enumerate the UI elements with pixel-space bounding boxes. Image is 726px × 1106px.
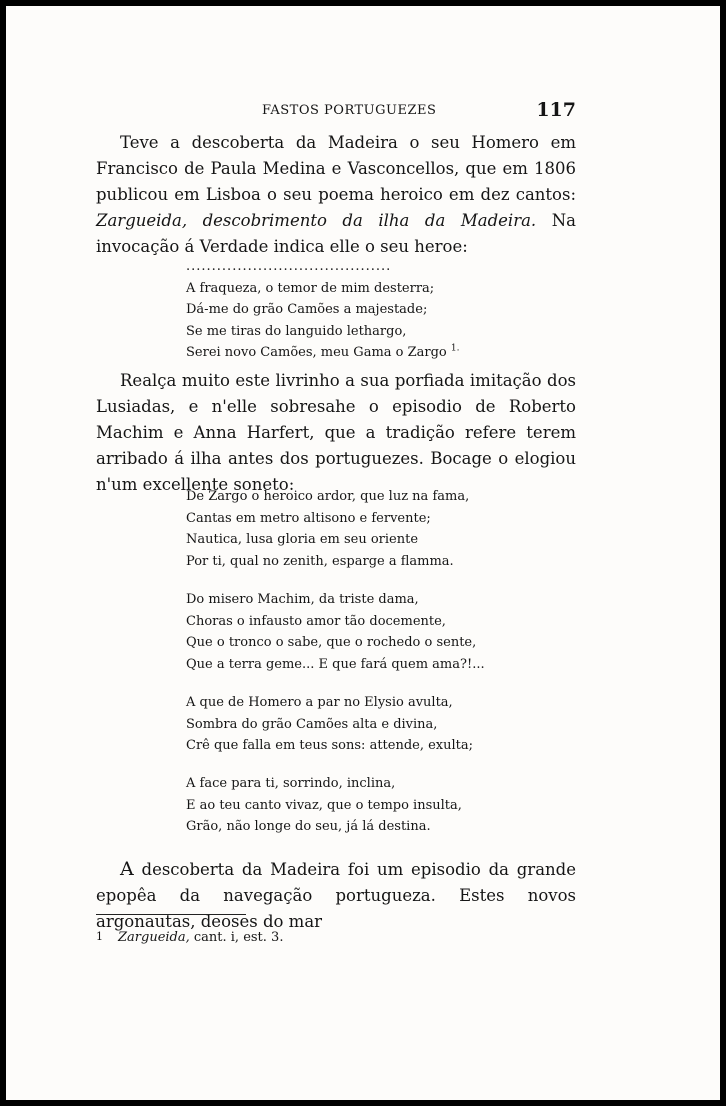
verse-line: Serei novo Camões, meu Gama o Zargo [186, 345, 447, 360]
footnote-marker: 1. [450, 343, 460, 354]
footnote-divider [96, 914, 246, 915]
verse-line: Grão, não longe do seu, já lá destina. [186, 819, 431, 834]
paragraph-text: Realça muito este livrinho a sua porfiada imitação dos Lusiadas, e n'elle sobresahe o episodio de Roberto Machim e Anna Harfert, que a tradição refere terem arribado á ilha antes dos portuguezes. Bocage o elogiou n'um excellente soneto: [96, 371, 576, 494]
footnote-title: Zargueida, [118, 930, 190, 945]
verse-line-last [186, 342, 460, 364]
sonnet-tercet-1 [186, 692, 473, 757]
footnote-number: 1 [96, 930, 103, 943]
verse-line: Por ti, qual no zenith, esparge a flamma. [186, 553, 454, 569]
poem-title: Zargueida, descobrimento da ilha da Madeira. [96, 211, 537, 230]
running-title: FASTOS PORTUGUEZES [262, 103, 437, 118]
verse-line: A que de Homero a par no Elysio avulta, [186, 695, 453, 710]
invocation-quote [186, 256, 460, 364]
paragraph-epopee [96, 856, 576, 935]
verse-line: Que o tronco o sabe, que o rochedo o sente, [186, 635, 477, 650]
verse-line: A fraqueza, o temor de mim desterra; [186, 280, 435, 296]
verse-line: Se me tiras do languido lethargo, [186, 323, 407, 339]
book-page [6, 6, 720, 1100]
paragraph-zargueida [96, 130, 576, 260]
sonnet-tercet-2 [186, 773, 462, 838]
paragraph-text: Na invocação á Verdade indica elle o seu heroe: [96, 211, 576, 256]
footnote [96, 930, 283, 945]
footnote-text: cant. i, est. 3. [189, 930, 284, 945]
page-header [96, 99, 576, 123]
page-number: 117 [536, 99, 576, 121]
verse-line: Crê que falla em teus sons: attende, exulta; [186, 738, 474, 753]
sonnet-quatrain-2 [186, 589, 485, 675]
drop-letter: A [120, 858, 134, 880]
paragraph-text: descoberta da Madeira foi um episodio da grande epopêa da navegação portugueza. Estes novos argonautas, deoses do mar [96, 860, 576, 931]
verse-line: E ao teu canto vivaz, que o tempo insulta, [186, 797, 462, 813]
paragraph-text: Teve a descoberta da Madeira o seu Homero em Francisco de Paula Medina e Vasconcellos, que em 1806 publicou em Lisboa o seu poema heroico em dez cantos: [96, 133, 576, 204]
sonnet-quatrain-1 [186, 486, 469, 572]
verse-line: Cantas em metro altisono e fervente; [186, 510, 431, 526]
verse-line: Choras o infausto amor tão docemente, [186, 613, 446, 629]
verse-line: Sombra do grão Camões alta e divina, [186, 716, 438, 732]
verse-line: Dá-me do grão Camões a majestade; [186, 302, 428, 317]
verse-line: Que a terra geme... E que fará quem ama?!... [186, 656, 485, 672]
verse-line: De Zargo o heroico ardor, que luz na fama, [186, 489, 470, 504]
verse-line: Do misero Machim, da triste dama, [186, 592, 419, 607]
verse-line: A face para ti, sorrindo, inclina, [186, 776, 396, 791]
verse-line: Nautica, lusa gloria em seu oriente [186, 532, 419, 547]
ellipsis-line: ........................................ [186, 259, 392, 274]
paragraph-bocage [96, 368, 576, 498]
